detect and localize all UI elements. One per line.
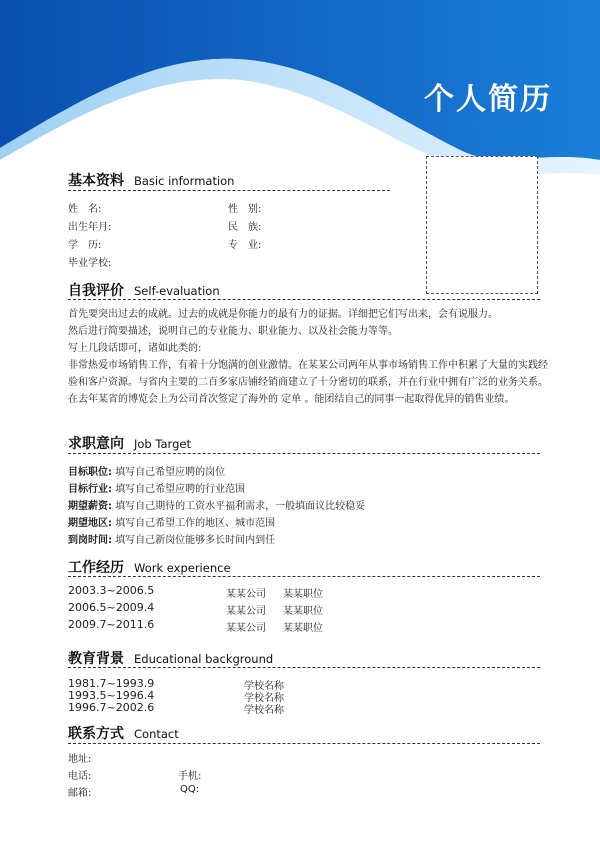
major-label: 专 业:: [228, 240, 262, 251]
section-work-experience: [68, 557, 231, 577]
mobile-label: 手机:: [178, 771, 202, 782]
section-contact: [68, 723, 179, 743]
work-period: 2003.3~2006.5: [68, 584, 155, 597]
school-name: 学校名称: [244, 681, 284, 692]
section-title-cn: 自我评价: [68, 283, 124, 299]
section-title-en: Job Target: [134, 437, 191, 451]
section-title-cn: 联系方式: [68, 726, 124, 742]
section-basic-info: [68, 170, 234, 190]
section-title-en: Educational background: [134, 652, 274, 666]
education-label: 学 历:: [68, 240, 102, 251]
section-job-target: [68, 433, 191, 453]
section-self-evaluation: [68, 280, 220, 300]
resume-title: 个人简历: [424, 82, 552, 117]
section-title-cn: 求职意向: [68, 436, 124, 452]
school-label: 毕业学校:: [68, 258, 112, 269]
work-company: 某某公司: [226, 606, 266, 617]
ethnic-label: 民 族:: [228, 222, 262, 233]
section-title-cn: 教育背景: [68, 651, 124, 667]
email-label: 邮箱:: [68, 788, 92, 799]
paragraph: 首先要突出过去的成就。过去的成就是你能力的最有力的证据。详细把它们写出来，会有说服力。: [68, 309, 498, 320]
paragraph: 然后进行简要描述，说明自己的专业能力、职业能力、以及社会能力等等。: [68, 326, 398, 337]
gender-label: 性 别:: [228, 204, 262, 215]
expected-region: 期望地区: 填写自己希望工作的地区、城市范围: [68, 518, 276, 529]
name-label: 姓 名:: [68, 204, 102, 215]
section-title-cn: 工作经历: [68, 560, 124, 576]
target-position: 目标职位: 填写自己希望应聘的岗位: [68, 467, 226, 478]
paragraph: 写上几段话即可，诸如此类的:: [68, 343, 202, 354]
section-education: [68, 648, 273, 668]
address-label: 地址:: [68, 754, 92, 765]
work-position: 某某职位: [283, 623, 323, 634]
work-position: 某某职位: [283, 589, 323, 600]
section-title-en: Basic information: [134, 174, 235, 188]
expected-salary: 期望薪资: 填写自己期待的工资水平福利需求，一般填面议比较稳妥: [68, 501, 366, 512]
school-name: 学校名称: [244, 705, 284, 716]
divider: [68, 743, 540, 744]
section-title-en: Work experience: [134, 561, 231, 575]
qq-label: QQ:: [180, 784, 200, 795]
start-time: 到岗时间: 填写自己新岗位能够多长时间内到任: [68, 535, 276, 546]
work-company: 某某公司: [226, 589, 266, 600]
section-title-cn: 基本资料: [68, 173, 124, 189]
photo-placeholder: [426, 156, 538, 294]
divider: [68, 299, 540, 300]
education-period: 1981.7~1993.9: [68, 677, 155, 690]
school-name: 学校名称: [244, 693, 284, 704]
section-title-en: Self-evaluation: [134, 284, 220, 298]
work-period: 2006.5~2009.4: [68, 601, 155, 614]
education-period: 1993.5~1996.4: [68, 689, 155, 702]
self-evaluation-text: [68, 306, 548, 408]
work-period: 2009.7~2011.6: [68, 618, 155, 631]
paragraph: 非常热爱市场销售工作，有着十分饱满的创业激情。在某某公司两年从事市场销售工作中积累了大量的实践经验和客户资源。与省内主要的二百多家店铺经销商建立了十分密切的联系，并在行业中拥有广泛的业务关系。在去年某省的博览会上为公司首次签定了海外的 定单 。能团结自己的同事一起取得优异的销售业绩。: [68, 360, 548, 405]
divider: [68, 190, 390, 191]
birth-label: 出生年月:: [68, 222, 112, 233]
divider: [68, 453, 540, 454]
target-industry: 目标行业: 填写自己希望应聘的行业范围: [68, 484, 246, 495]
education-period: 1996.7~2002.6: [68, 701, 155, 714]
work-company: 某某公司: [226, 623, 266, 634]
work-position: 某某职位: [283, 606, 323, 617]
divider: [68, 576, 540, 577]
divider: [68, 667, 540, 668]
section-title-en: Contact: [134, 727, 179, 741]
phone-label: 电话:: [68, 771, 92, 782]
